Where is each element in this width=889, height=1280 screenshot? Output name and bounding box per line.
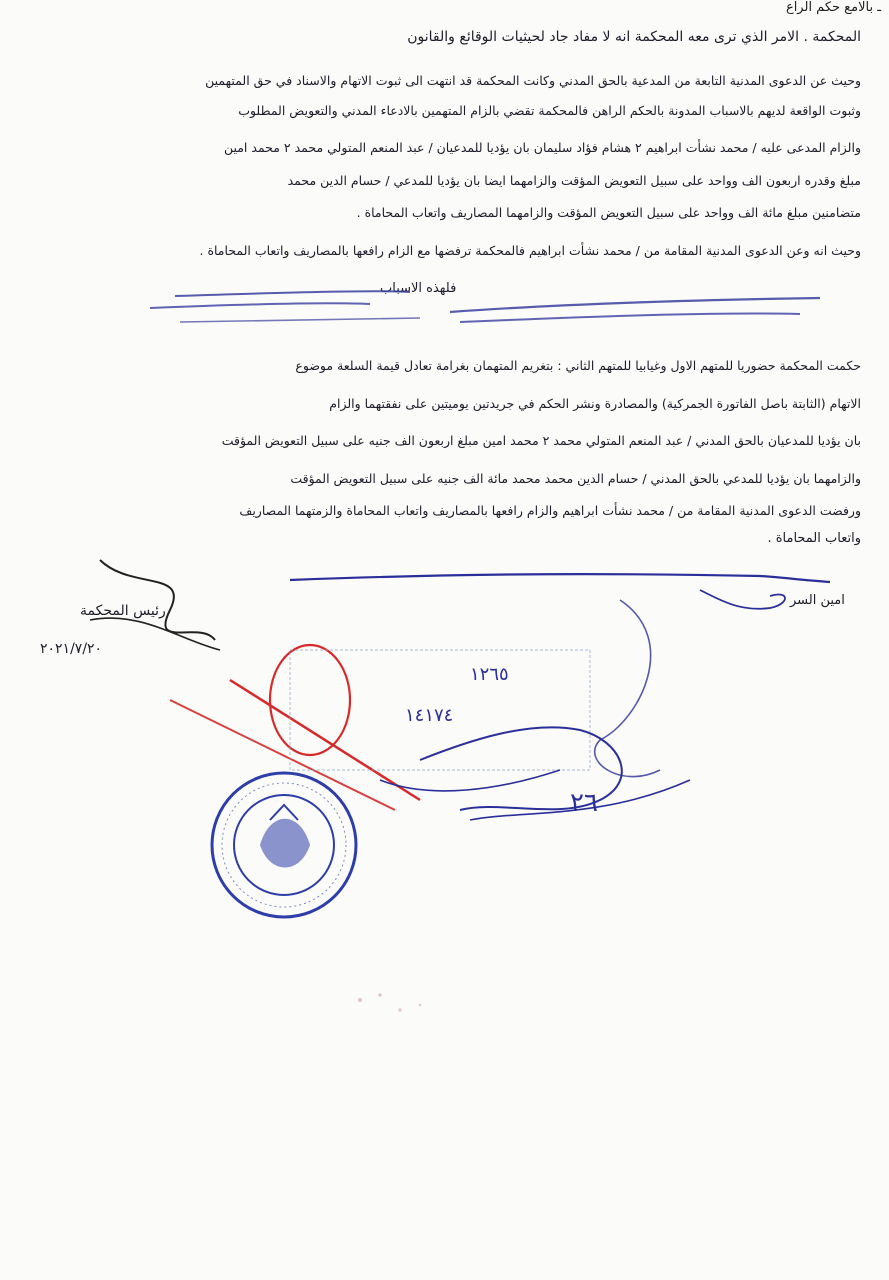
closing-line: فلهذه الاسباب [380,281,457,296]
judge-signature-date: ٢٠٢١/٧/٢٠ [40,641,103,657]
paragraph-line: متضامنين مبلغ مائة الف وواحد على سبيل التعويض المؤقت والزامهما المصاريف واتعاب المحاماة . [356,205,861,220]
paragraph-line: والزام المدعى عليه / محمد نشأت ابراهيم ٢ هشام فؤاد سليمان بان يؤديا للمدعيان / عبد المنعم المتولي محمد ٢ محمد امين [223,140,861,155]
verdict-line: ورفضت الدعوى المدنية المقامة من / محمد نشأت ابراهيم والزام رافعها بالمصاريف واتعاب المحاماة والزمتهما المصاريف [239,503,861,518]
verdict-line: حكمت المحكمة حضوريا للمتهم الاول وغيابيا للمتهم الثاني : بتغريم المتهمان بغرامة تعادل قيمة السلعة موضوع [295,358,861,373]
paragraph-line: مبلغ وقدره اربعون الف وواحد على سبيل التعويض المؤقت والزامهما ايضا بان يؤديا للمدعي / حسام الدين محمد [287,173,861,188]
paragraph-2: وحيث انه وعن الدعوى المدنية المقامة من / محمد نشأت ابراهيم فالمحكمة ترفضها مع الزام رافعها بالمصاريف واتعاب المحاماة . [199,243,861,258]
verdict-line: واتعاب المحاماة . [767,531,861,546]
stamp-number: ١٢٦٥ [470,664,509,685]
stamp-number: ١٤١٧٤ [405,705,454,726]
stamp-number: ٢٦ [570,788,598,818]
verdict-line: بان يؤديا للمدعيان بالحق المدني / عبد المنعم المتولي محمد ٢ محمد امين مبلغ اربعون الف جنيه على سبيل التعويض المؤقت [221,433,861,448]
verdict-line: الاتهام (الثابتة باصل الفاتورة الجمركية) والمصادرة ونشر الحكم في جريدتين يوميتين على نفقتهما والزام [329,396,861,411]
judge-signature-label: رئيس المحكمة [80,603,166,619]
top-fragment: ـ بالامع حكم الراع [785,0,881,15]
paragraph-line: وثبوت الواقعة لديهم بالاسباب المدونة بالحكم الراهن فالمحكمة تقضي بالزام المتهمين بالادعاء المدني والتعويض المطلوب [238,103,861,118]
verdict-line: والزامهما بان يؤديا للمدعي بالحق المدني / حسام الدين محمد محمد مائة الف جنيه على سبيل التعويض المؤقت [290,471,861,486]
paragraph-line: وحيث عن الدعوى المدنية التابعة من المدعية بالحق المدني وكانت المحكمة قد انتهت الى ثبوت الاتهام والاسناد في حق المتهمين [205,73,861,88]
clerk-signature-label: امين السر [790,593,845,608]
official-seal-icon [212,773,356,917]
paragraph-line: المحكمة . الامر الذي ترى معه المحكمة انه لا مفاد جاد لحيثيات الوقائع والقانون [407,29,861,45]
